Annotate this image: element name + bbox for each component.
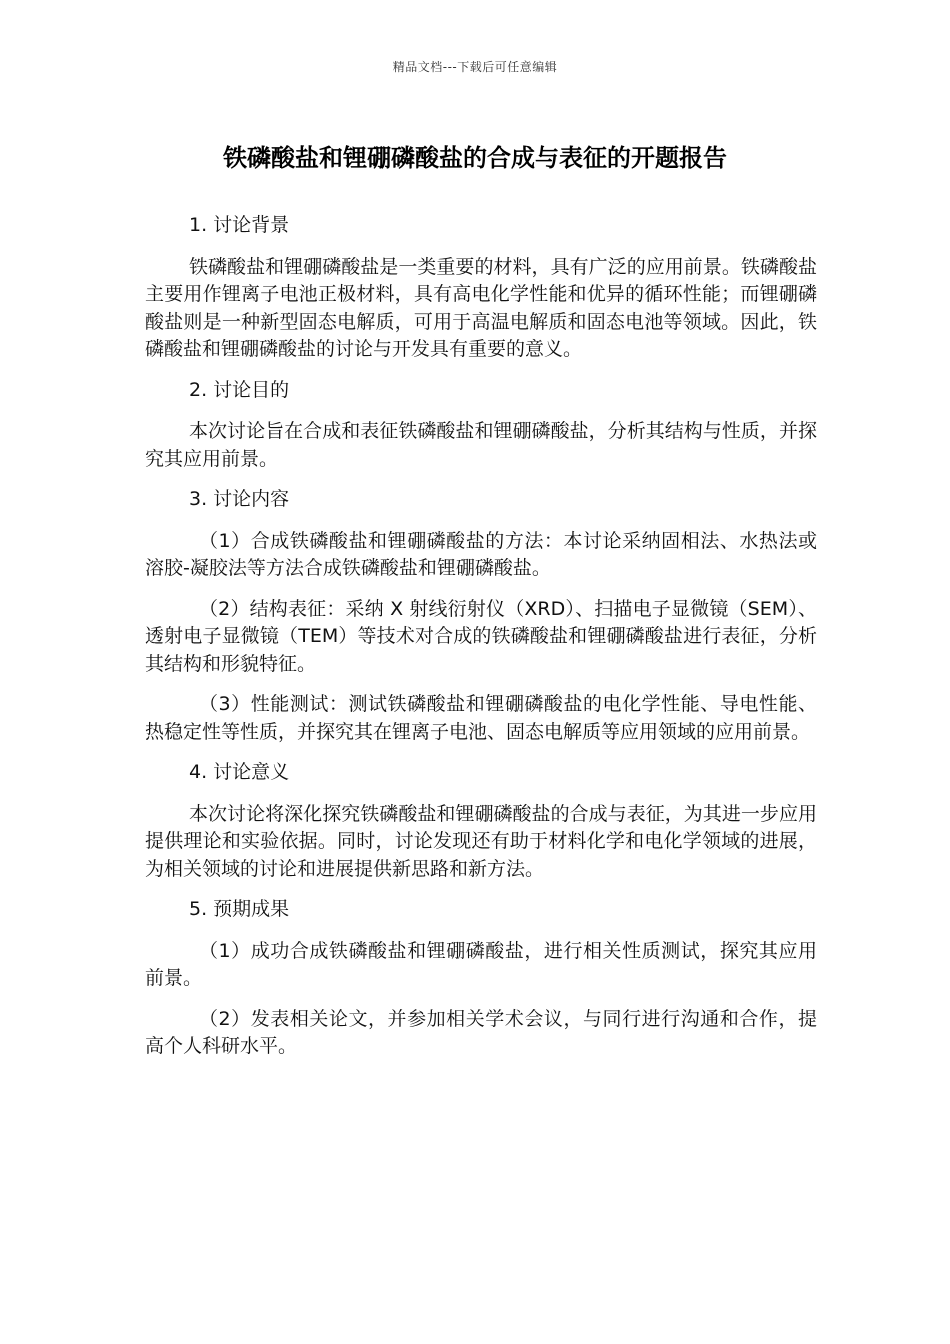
significance-paragraph: 本次讨论将深化探究铁磷酸盐和锂硼磷酸盐的合成与表征，为其进一步应用提供理论和实验依据。同时，讨论发现还有助于材料化学和电化学领域的进展，为相关领域的讨论和进展提供新思路和新方法。 bbox=[145, 802, 817, 880]
content-item-performance: （3）性能测试：测试铁磷酸盐和锂硼磷酸盐的电化学性能、导电性能、热稳定性等性质，并探究其在锂离子电池、固态电解质等应用领域的应用前景。 bbox=[145, 693, 817, 743]
section-heading-content: 3. 讨论内容 bbox=[189, 488, 290, 510]
header-note: 精品文档---下载后可任意编辑 bbox=[392, 60, 558, 74]
purpose-paragraph: 本次讨论旨在合成和表征铁磷酸盐和锂硼磷酸盐，分析其结构与性质，并探究其应用前景。 bbox=[145, 420, 817, 470]
section-heading-significance: 4. 讨论意义 bbox=[189, 761, 290, 783]
content-item-characterization: （2）结构表征：采纳 X 射线衍射仪（XRD）、扫描电子显微镜（SEM）、透射电子显微镜（TEM）等技术对合成的铁磷酸盐和锂硼磷酸盐进行表征，分析其结构和形貌特征。 bbox=[145, 597, 817, 675]
background-paragraph: 铁磷酸盐和锂硼磷酸盐是一类重要的材料，具有广泛的应用前景。铁磷酸盐主要用作锂离子电池正极材料，具有高电化学性能和优异的循环性能；而锂硼磷酸盐则是一种新型固态电解质，可用于高温电解质和固态电池等领域。因此，铁磷酸盐和锂硼磷酸盐的讨论与开发具有重要的意义。 bbox=[145, 255, 817, 360]
section-heading-expected-results: 5. 预期成果 bbox=[189, 898, 290, 920]
content-item-synthesis: （1）合成铁磷酸盐和锂硼磷酸盐的方法：本讨论采纳固相法、水热法或溶胶-凝胶法等方法合成铁磷酸盐和锂硼磷酸盐。 bbox=[145, 529, 817, 579]
expected-result-item-1: （1）成功合成铁磷酸盐和锂硼磷酸盐，进行相关性质测试，探究其应用前景。 bbox=[145, 939, 817, 989]
section-heading-background: 1. 讨论背景 bbox=[189, 214, 290, 236]
expected-result-item-2: （2）发表相关论文，并参加相关学术会议，与同行进行沟通和合作，提高个人科研水平。 bbox=[145, 1007, 817, 1057]
document-title: 铁磷酸盐和锂硼磷酸盐的合成与表征的开题报告 bbox=[223, 144, 727, 172]
section-heading-purpose: 2. 讨论目的 bbox=[189, 378, 290, 401]
document-body bbox=[145, 212, 817, 1074]
